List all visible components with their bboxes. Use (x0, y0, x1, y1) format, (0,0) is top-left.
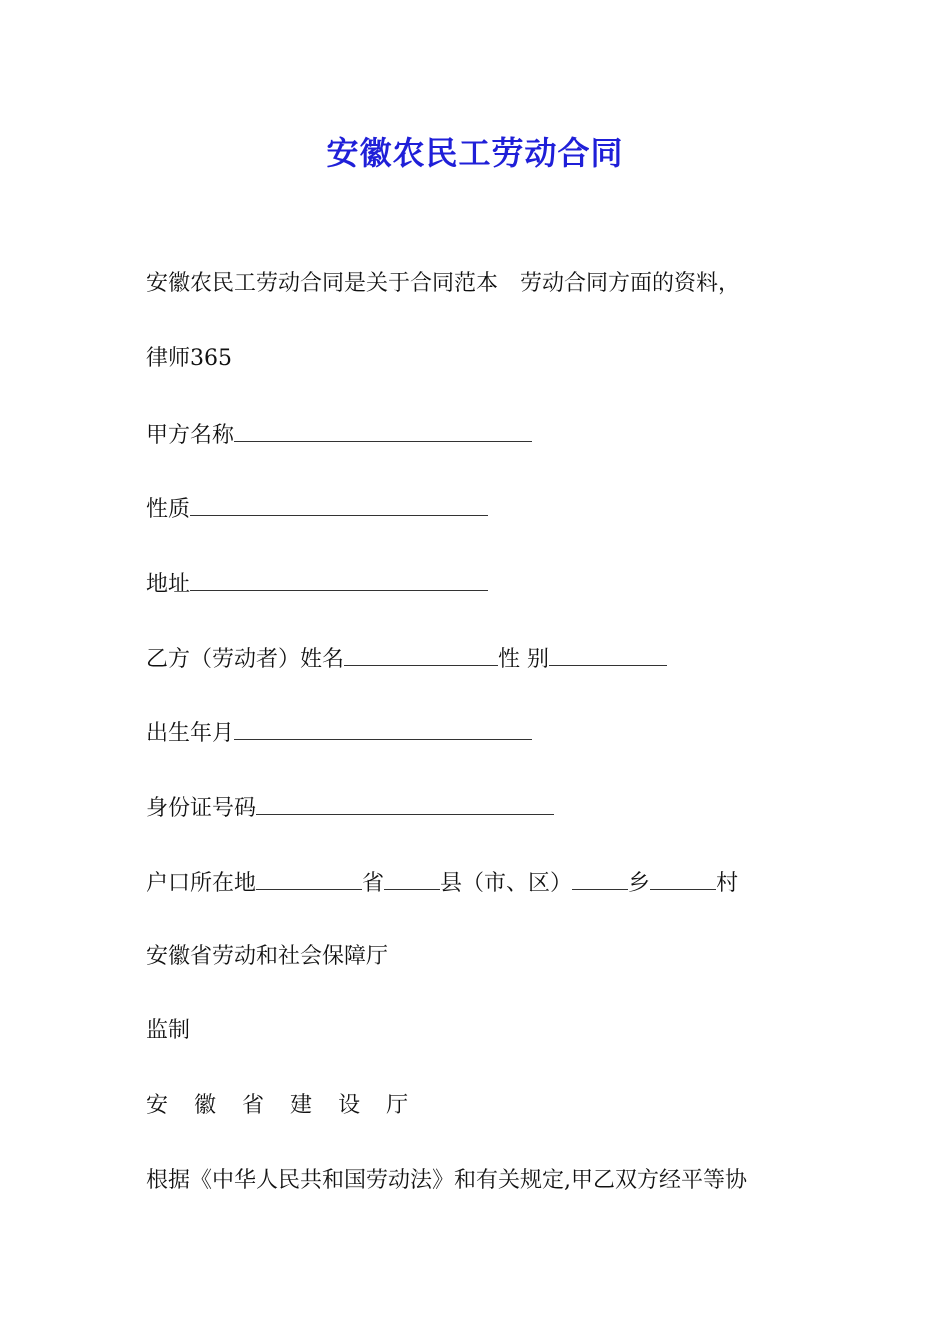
village-blank[interactable] (650, 867, 716, 890)
id-number-blank[interactable] (256, 792, 554, 815)
address-label: 地址 (146, 572, 191, 597)
address-blank[interactable] (190, 568, 488, 591)
county-label: 县（市、区） (440, 871, 573, 896)
nature-label: 性质 (146, 497, 191, 522)
township-label: 乡 (628, 871, 651, 896)
id-number-row (146, 792, 554, 825)
province-label: 省 (362, 871, 385, 896)
issuer-1-line: 安徽省劳动和社会保障厅 (146, 944, 389, 969)
county-blank[interactable] (384, 867, 440, 890)
document-title: 安徽农民工劳动合同 (326, 134, 624, 172)
party-b-name-blank[interactable] (344, 643, 498, 666)
party-b-name-label: 乙方（劳动者）姓名 (146, 647, 345, 672)
body-start-line: 根据《中华人民共和国劳动法》和有关规定,甲乙双方经平等协 (146, 1168, 747, 1193)
hukou-label: 户口所在地 (146, 871, 257, 896)
nature-row (146, 493, 488, 526)
hukou-row (146, 867, 738, 900)
id-number-label: 身份证号码 (146, 796, 257, 821)
village-label: 村 (716, 871, 739, 896)
address-row (146, 568, 488, 601)
issuer-2-char: 省 (242, 1093, 265, 1118)
issuer-2-line (146, 1090, 434, 1122)
supervised-line: 监制 (146, 1018, 191, 1043)
province-blank[interactable] (256, 867, 362, 890)
party-a-name-blank[interactable] (234, 419, 532, 442)
issuer-2-char: 徽 (194, 1093, 217, 1118)
issuer-2-char: 安 (146, 1093, 169, 1118)
party-a-name-label: 甲方名称 (146, 423, 235, 448)
township-blank[interactable] (572, 867, 628, 890)
birth-blank[interactable] (234, 717, 532, 740)
intro-line: 安徽农民工劳动合同是关于合同范本 劳动合同方面的资料， (146, 271, 741, 296)
birth-label: 出生年月 (146, 721, 235, 746)
party-a-name-row (146, 419, 532, 452)
party-b-row (146, 643, 667, 676)
issuer-2-char: 厅 (386, 1093, 409, 1118)
source-line: 律师365 (146, 346, 232, 371)
nature-blank[interactable] (190, 493, 488, 516)
gender-label: 性 别 (498, 647, 550, 672)
birth-row (146, 717, 532, 750)
issuer-2-char: 设 (338, 1093, 361, 1118)
gender-blank[interactable] (549, 643, 667, 666)
issuer-2-char: 建 (290, 1093, 313, 1118)
